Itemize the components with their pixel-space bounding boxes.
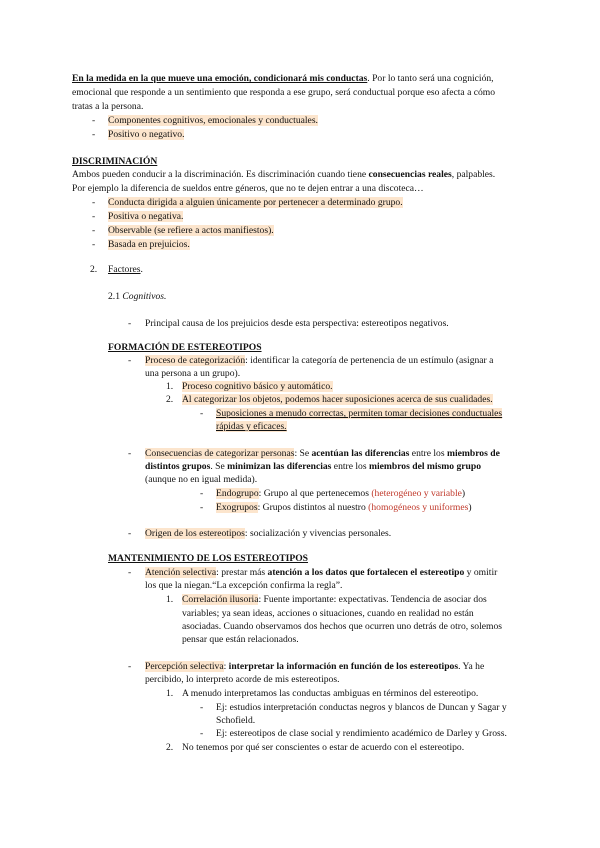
- consecuencias-line-1: Consecuencias de categorizar personas: Se acentúan las diferencias entre los miembros de: [145, 448, 500, 459]
- percepcion-line-2: percibido, lo interpreto acorde de mis estereotipos.: [145, 674, 340, 685]
- list-number: 2.: [166, 742, 174, 753]
- atencion-line-1: Atención selectiva: prestar más atención a los datos que fortalecen el estereotipo y omitir: [145, 567, 498, 578]
- bullet-dash: -: [200, 702, 204, 713]
- cognitivos-heading: 2.1 Cognitivos.: [108, 291, 167, 302]
- list-number: 1.: [166, 688, 174, 699]
- bullet-dash: -: [200, 502, 204, 513]
- correlacion-line-3: asociadas. Cuando observamos dos hechos que ocurren uno detrás de otro, solemos: [182, 621, 502, 632]
- discriminacion-heading: DISCRIMINACIÓN: [72, 156, 158, 167]
- bullet-dash: -: [128, 318, 132, 329]
- discriminacion-line-1: Ambos pueden conducir a la discriminación. Es discriminación cuando tiene consecuencias reales, palpables.: [72, 169, 496, 180]
- suposiciones-line-1: Suposiciones a menudo correctas, permiten tomar decisiones conductuales: [216, 408, 503, 419]
- categorizacion-line-1: Proceso de categorización: identificar la categoría de pertenencia de un estímulo (asignar a: [145, 355, 494, 366]
- list-number: 1.: [166, 594, 174, 605]
- intro-line-1: En la medida en la que mueve una emoción, condicionará mis conductas. Por lo tanto será una cognición,: [72, 73, 494, 84]
- percepcion-item-1: A menudo interpretamos las conductas ambiguas en términos del estereotipo.: [182, 688, 479, 699]
- exogrupos-line: Exogrupos: Grupos distintos al nuestro (homogéneos y uniformes): [216, 502, 472, 513]
- bullet-dash: -: [92, 211, 96, 222]
- percepcion-line-1: Percepción selectiva: interpretar la información en función de los estereotipos. Ya he: [145, 661, 485, 672]
- ejemplo-2: Ej: estereotipos de clase social y rendimiento académico de Darley y Gross.: [216, 728, 507, 739]
- factores-heading: Factores.: [108, 264, 143, 275]
- discriminacion-bullet-3: Observable (se refiere a actos manifiestos).: [108, 225, 274, 236]
- bullet-dash: -: [128, 528, 132, 539]
- discriminacion-line-2: Por ejemplo la diferencia de sueldos entre géneros, que no te dejen entrar a una discoteca…: [72, 183, 424, 194]
- bullet-dash: -: [200, 488, 204, 499]
- formacion-heading: FORMACIÓN DE ESTEREOTIPOS: [108, 342, 262, 353]
- intro-line-2: emocional que responde a un sentimiento que responda a ese grupo, será conductual porque eso afecta a cómo: [72, 87, 496, 98]
- correlacion-line-2: variables; ya sean ideas, acciones o situaciones, cuando en realidad no están: [182, 608, 474, 619]
- factores-number: 2.: [90, 264, 98, 275]
- correlacion-line-4: pensar que están relacionados.: [182, 634, 299, 645]
- consecuencias-line-2: distintos grupos. Se minimizan las diferencias entre los miembros del mismo grupo: [145, 461, 481, 472]
- bullet-dash: -: [92, 197, 96, 208]
- suposiciones-line-2: rápidas y eficaces.: [216, 421, 287, 432]
- correlacion-line-1: Correlación ilusoria: Fuente importante: expectativas. Tendencia de asociar dos: [182, 594, 487, 605]
- bullet-dash: -: [200, 728, 204, 739]
- mantenimiento-heading: MANTENIMIENTO DE LOS ESTEREOTIPOS: [108, 553, 309, 564]
- origen-line: Origen de los estereotipos: socialización y vivencias personales.: [145, 528, 392, 539]
- categorizacion-item-1: Proceso cognitivo básico y automático.: [182, 381, 333, 392]
- atencion-line-2: los que la niegan.“La excepción confirma la regla”.: [145, 580, 343, 591]
- intro-bullet-1: Componentes cognitivos, emocionales y conductuales.: [108, 115, 318, 126]
- list-number: 1.: [166, 381, 174, 392]
- intro-bullet-2: Positivo o negativo.: [108, 129, 185, 140]
- ejemplo-1-line-2: Schofield.: [216, 715, 256, 726]
- categorizacion-line-2: una persona a un grupo).: [145, 368, 241, 379]
- list-number: 2.: [166, 394, 174, 405]
- bullet-dash: -: [128, 661, 132, 672]
- bullet-dash: -: [128, 448, 132, 459]
- ejemplo-1-line-1: Ej: estudios interpretación conductas negros y blancos de Duncan y Sagar y: [216, 702, 507, 713]
- percepcion-item-2: No tenemos por qué ser conscientes o estar de acuerdo con el estereotipo.: [182, 742, 465, 753]
- bullet-dash: -: [92, 225, 96, 236]
- categorizacion-item-2: Al categorizar los objetos, podemos hacer suposiciones acerca de sus cualidades.: [182, 394, 493, 405]
- intro-bold: En la medida en la que mueve una emoción, condicionará mis conductas: [72, 73, 368, 84]
- consecuencias-line-3: (aunque no en igual medida).: [145, 474, 258, 485]
- discriminacion-bullet-4: Basada en prejuicios.: [108, 239, 190, 250]
- bullet-dash: -: [128, 355, 132, 366]
- bullet-dash: -: [200, 408, 204, 419]
- discriminacion-bullet-2: Positiva o negativa.: [108, 211, 184, 222]
- discriminacion-bullet-1: Conducta dirigida a alguien únicamente por pertenecer a determinado grupo.: [108, 197, 403, 208]
- bullet-dash: -: [128, 567, 132, 578]
- principal-causa: Principal causa de los prejuicios desde esta perspectiva: estereotipos negativos.: [145, 318, 449, 329]
- bullet-dash: -: [92, 115, 96, 126]
- bullet-dash: -: [92, 239, 96, 250]
- intro-line-3: tratas a la persona.: [72, 101, 144, 112]
- endogrupo-line: Endogrupo: Grupo al que pertenecemos (heterogéneo y variable): [216, 488, 466, 499]
- bullet-dash: -: [92, 129, 96, 140]
